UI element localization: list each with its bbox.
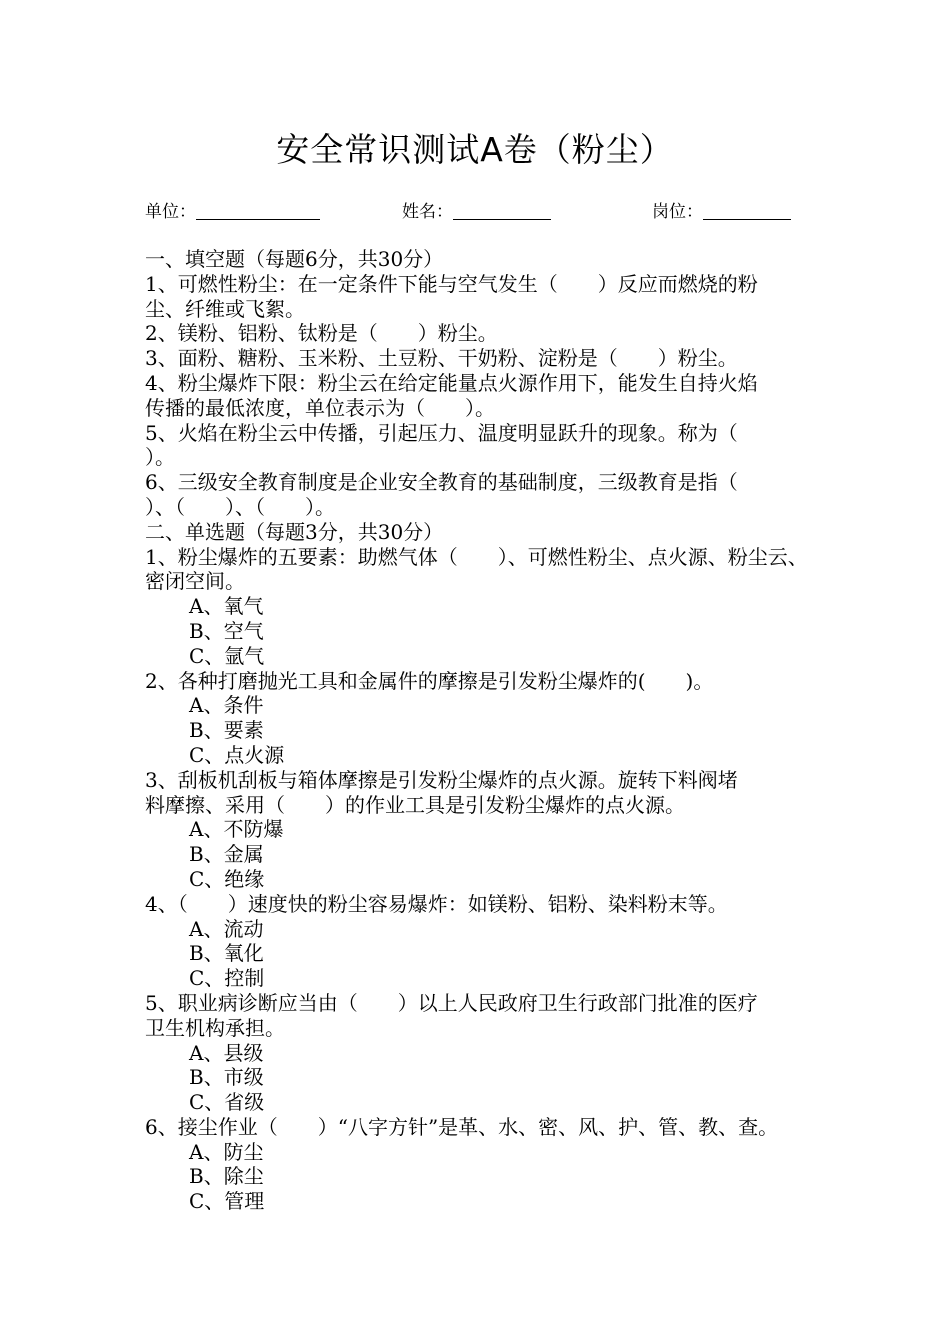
answer-option: A、氧气 bbox=[189, 594, 264, 619]
question-line: 6、接尘作业（ ）“八字方针”是革、水、密、风、护、管、教、查。 bbox=[145, 1114, 779, 1139]
answer-option: B、要素 bbox=[189, 718, 264, 743]
answer-option: C、氩气 bbox=[189, 643, 265, 668]
position-blank bbox=[703, 201, 791, 220]
question-line: 密闭空间。 bbox=[145, 569, 245, 594]
answer-option: A、县级 bbox=[189, 1040, 264, 1065]
answer-option: A、防尘 bbox=[189, 1139, 264, 1164]
answer-option: C、管理 bbox=[189, 1189, 265, 1214]
answer-option: B、除尘 bbox=[189, 1164, 264, 1189]
question-line: 4、（ ）速度快的粉尘容易爆炸：如镁粉、铝粉、染料粉末等。 bbox=[145, 891, 728, 916]
answer-option: C、省级 bbox=[189, 1090, 265, 1115]
question-line: ）、（ ）、（ ）。 bbox=[145, 494, 335, 519]
answer-option: C、绝缘 bbox=[189, 866, 265, 891]
unit-blank bbox=[196, 201, 320, 220]
answer-option: A、流动 bbox=[189, 916, 264, 941]
question-line: ）。 bbox=[145, 445, 175, 470]
question-line: 4、粉尘爆炸下限：粉尘云在给定能量点火源作用下，能发生自持火焰 bbox=[145, 370, 758, 395]
answer-option: B、金属 bbox=[189, 842, 264, 867]
question-line: 5、火焰在粉尘云中传播，引起压力、温度明显跃升的现象。称为（ bbox=[145, 420, 738, 445]
question-line: 6、三级安全教育制度是企业安全教育的基础制度，三级教育是指（ bbox=[145, 470, 738, 495]
answer-option: A、条件 bbox=[189, 693, 264, 718]
question-line: 5、职业病诊断应当由（ ）以上人民政府卫生行政部门批准的医疗 bbox=[145, 990, 758, 1015]
answer-option: B、空气 bbox=[189, 618, 264, 643]
question-line: 1、可燃性粉尘：在一定条件下能与空气发生（ ）反应而燃烧的粉 bbox=[145, 271, 758, 296]
unit-label: 单位： bbox=[145, 202, 196, 222]
answer-option: B、市级 bbox=[189, 1065, 264, 1090]
answer-option: B、氧化 bbox=[189, 941, 264, 966]
name-blank bbox=[453, 201, 551, 220]
unit-field bbox=[145, 200, 320, 224]
question-line: 传播的最低浓度，单位表示为（ ）。 bbox=[145, 395, 495, 420]
section-heading: 一、填空题（每题6分，共30分） bbox=[145, 247, 444, 271]
question-line: 3、刮板机刮板与箱体摩擦是引发粉尘爆炸的点火源。旋转下料阀堵 bbox=[145, 767, 738, 792]
answer-option: C、点火源 bbox=[189, 742, 285, 767]
question-line: 料摩擦、采用（ ）的作业工具是引发粉尘爆炸的点火源。 bbox=[145, 792, 685, 817]
name-field bbox=[402, 200, 551, 224]
name-label: 姓名： bbox=[402, 202, 453, 222]
section-heading: 二、单选题（每题3分，共30分） bbox=[145, 519, 444, 544]
question-line: 2、各种打磨抛光工具和金属件的摩擦是引发粉尘爆炸的( )。 bbox=[145, 668, 714, 693]
question-body bbox=[145, 247, 825, 1214]
answer-option: C、控制 bbox=[189, 966, 265, 991]
answer-option: A、不防爆 bbox=[189, 817, 284, 842]
question-line: 3、面粉、糖粉、玉米粉、土豆粉、干奶粉、淀粉是（ ）粉尘。 bbox=[145, 346, 738, 371]
question-line: 2、镁粉、铝粉、钛粉是（ ）粉尘。 bbox=[145, 321, 498, 346]
position-label: 岗位： bbox=[652, 202, 703, 222]
position-field bbox=[652, 200, 791, 224]
question-line: 卫生机构承担。 bbox=[145, 1015, 285, 1040]
page-title: 安全常识测试A卷（粉尘） bbox=[276, 130, 674, 169]
question-line: 1、粉尘爆炸的五要素：助燃气体（ ）、可燃性粉尘、点火源、粉尘云、 bbox=[145, 544, 808, 569]
question-line: 尘、纤维或飞絮。 bbox=[145, 296, 305, 321]
